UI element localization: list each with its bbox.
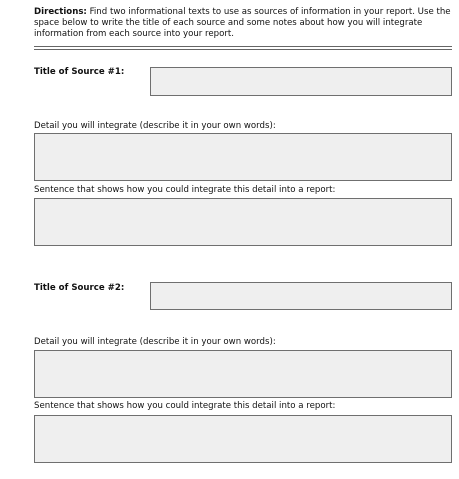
divider-line [34,46,452,47]
source-1-detail-field[interactable] [34,133,452,181]
source-1-title-label: Title of Source #1: [34,67,125,77]
source-1-sentence-field[interactable] [34,198,452,246]
source-2-title-label: Title of Source #2: [34,283,125,293]
source-1-sentence-label: Sentence that shows how you could integrate this detail into a report: [34,185,336,195]
source-1-title-field[interactable] [150,67,452,96]
source-2-detail-field[interactable] [34,350,452,398]
source-1-detail-label: Detail you will integrate (describe it in your own words): [34,121,276,131]
source-2-title-field[interactable] [150,282,452,310]
directions-label: Directions: [34,7,87,17]
directions [34,7,452,40]
directions-text: Find two informational texts to use as sources of information in your report. Use the space below to write the title of each source and some notes about how you will integrate information from each source into your report. [34,7,451,39]
source-2-sentence-field[interactable] [34,415,452,463]
source-2-detail-label: Detail you will integrate (describe it in your own words): [34,337,276,347]
divider-line [34,49,452,50]
source-2-sentence-label: Sentence that shows how you could integrate this detail into a report: [34,401,336,411]
